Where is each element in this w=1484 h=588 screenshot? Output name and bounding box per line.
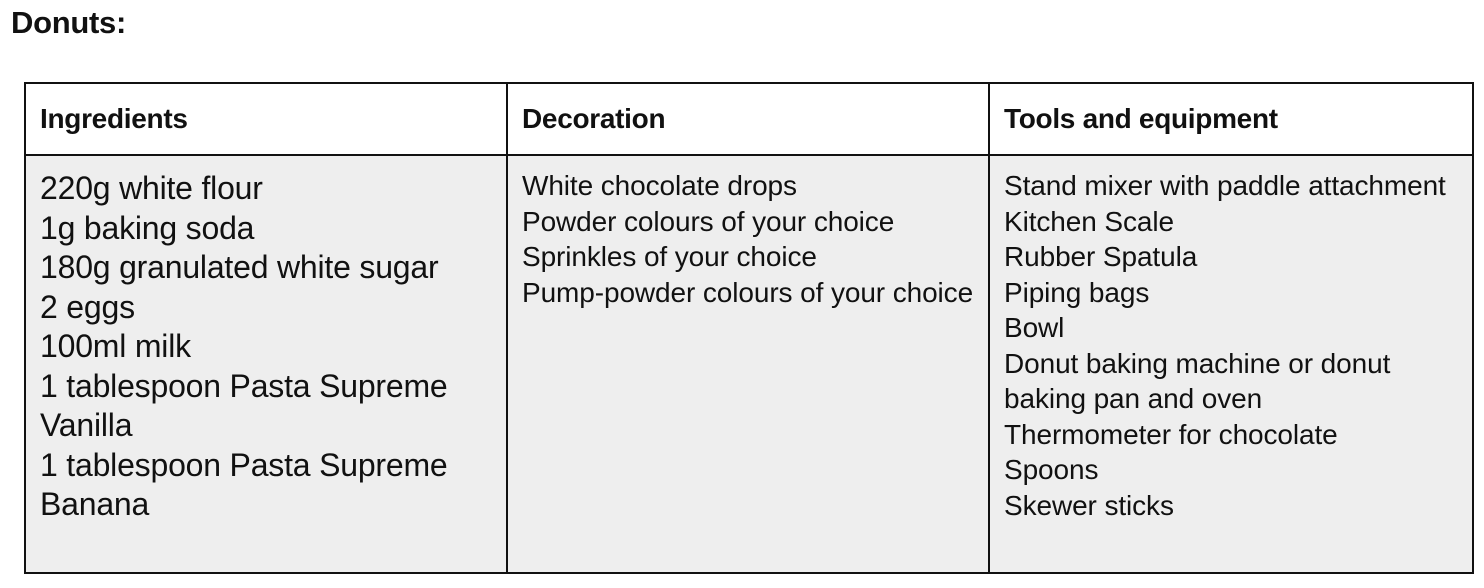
- tool-item: Kitchen Scale: [1004, 205, 1174, 237]
- tool-item: Piping bags: [1004, 276, 1150, 308]
- tool-item: Bowl: [1004, 312, 1065, 343]
- tool-item: Spoons: [1004, 454, 1099, 485]
- decoration-item: Pump-powder colours of your choice: [522, 276, 974, 308]
- ingredient-item: 180g granulated white sugar: [40, 249, 439, 285]
- ingredients-cell: [25, 155, 507, 573]
- decoration-list: [522, 168, 974, 310]
- decoration-item: Sprinkles of your choice: [522, 241, 817, 272]
- tool-item: Stand mixer with paddle attachment: [1004, 170, 1446, 201]
- tool-item: Donut baking machine or donut baking pan and oven: [1004, 347, 1391, 414]
- ingredient-item: 2 eggs: [40, 288, 135, 325]
- table-header-row: [25, 83, 1473, 155]
- ingredient-item: 1g baking soda: [40, 209, 255, 246]
- decoration-cell: [507, 155, 989, 573]
- page-title: Donuts:: [11, 5, 126, 40]
- decoration-item: White chocolate drops: [522, 170, 797, 201]
- tools-cell: [989, 155, 1473, 573]
- tool-item: Thermometer for chocolate: [1004, 418, 1338, 450]
- ingredient-item: 100ml milk: [40, 328, 191, 364]
- tool-item: Skewer sticks: [1004, 489, 1174, 521]
- ingredient-item: 220g white flour: [40, 170, 263, 206]
- header-decoration: Decoration: [507, 83, 989, 155]
- tool-item: Rubber Spatula: [1004, 241, 1198, 272]
- header-ingredients: Ingredients: [25, 83, 507, 155]
- recipe-table: [24, 82, 1474, 574]
- ingredient-item: 1 tablespoon Pasta Supreme Vanilla: [40, 367, 448, 443]
- decoration-item: Powder colours of your choice: [522, 205, 895, 237]
- header-tools: Tools and equipment: [989, 83, 1473, 155]
- tools-list: [1004, 168, 1458, 523]
- ingredient-item: 1 tablespoon Pasta Supreme Banana: [40, 446, 448, 522]
- table-row: [25, 155, 1473, 573]
- ingredients-list: [40, 169, 492, 525]
